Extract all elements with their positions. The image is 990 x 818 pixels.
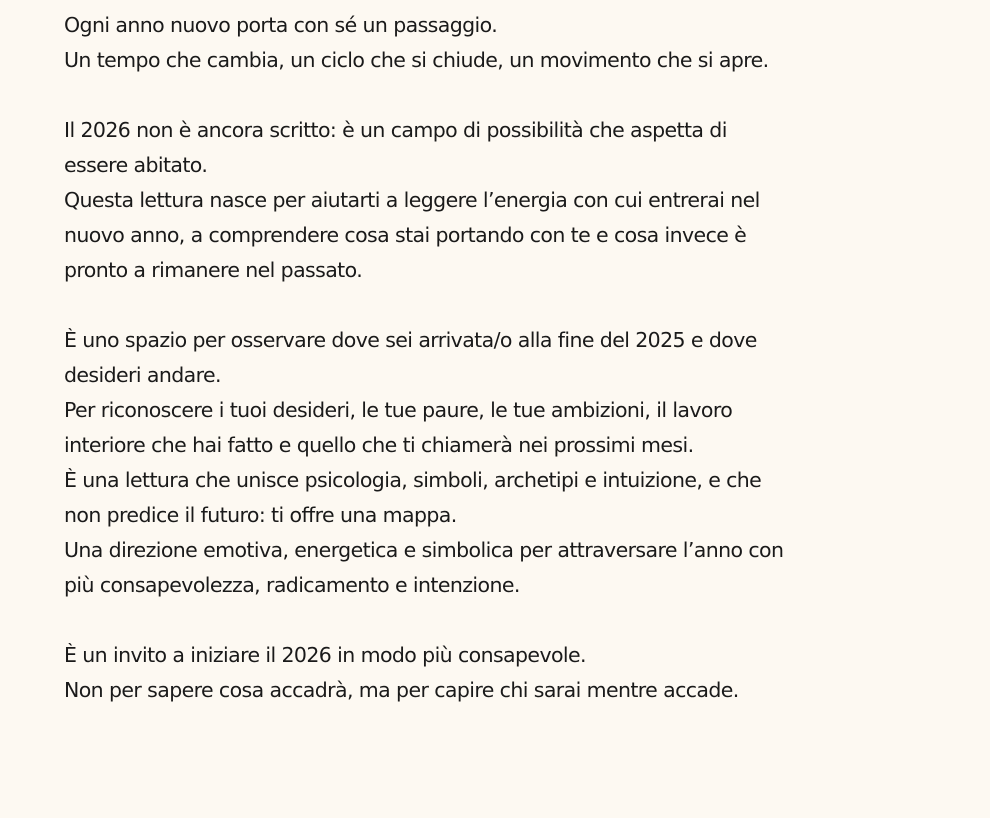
text-line: Questa lettura nasce per aiutarti a leggere l’energia con cui entrerai nel xyxy=(64,188,760,212)
text-line: nuovo anno, a comprendere cosa stai portando con te e cosa invece è xyxy=(64,223,747,247)
text-line: più consapevolezza, radicamento e intenzione. xyxy=(64,573,520,597)
text-line: pronto a rimanere nel passato. xyxy=(64,258,363,282)
text-line: Per riconoscere i tuoi desideri, le tue paure, le tue ambizioni, il lavoro xyxy=(64,398,733,422)
text-line: Non per sapere cosa accadrà, ma per capire chi sarai mentre accade. xyxy=(64,678,739,702)
text-line: non predice il futuro: ti offre una mappa. xyxy=(64,503,457,527)
text-line: desideri andare. xyxy=(64,363,221,387)
paragraph-invitation xyxy=(64,638,964,708)
text-line: Il 2026 non è ancora scritto: è un campo di possibilità che aspetta di xyxy=(64,118,727,142)
text-line: È un invito a iniziare il 2026 in modo più consapevole. xyxy=(64,643,586,667)
text-line: Una direzione emotiva, energetica e simbolica per attraversare l’anno con xyxy=(64,538,784,562)
text-line: essere abitato. xyxy=(64,153,208,177)
paragraph-intro xyxy=(64,8,964,78)
text-line: Un tempo che cambia, un ciclo che si chiude, un movimento che si apre. xyxy=(64,48,769,72)
paragraph-2026 xyxy=(64,113,964,288)
article-body xyxy=(64,8,964,708)
paragraph-space xyxy=(64,323,964,603)
text-line: interiore che hai fatto e quello che ti chiamerà nei prossimi mesi. xyxy=(64,433,694,457)
text-line: È uno spazio per osservare dove sei arrivata/o alla fine del 2025 e dove xyxy=(64,328,757,352)
text-line: Ogni anno nuovo porta con sé un passaggio. xyxy=(64,13,498,37)
text-line: È una lettura che unisce psicologia, simboli, archetipi e intuizione, e che xyxy=(64,468,762,492)
